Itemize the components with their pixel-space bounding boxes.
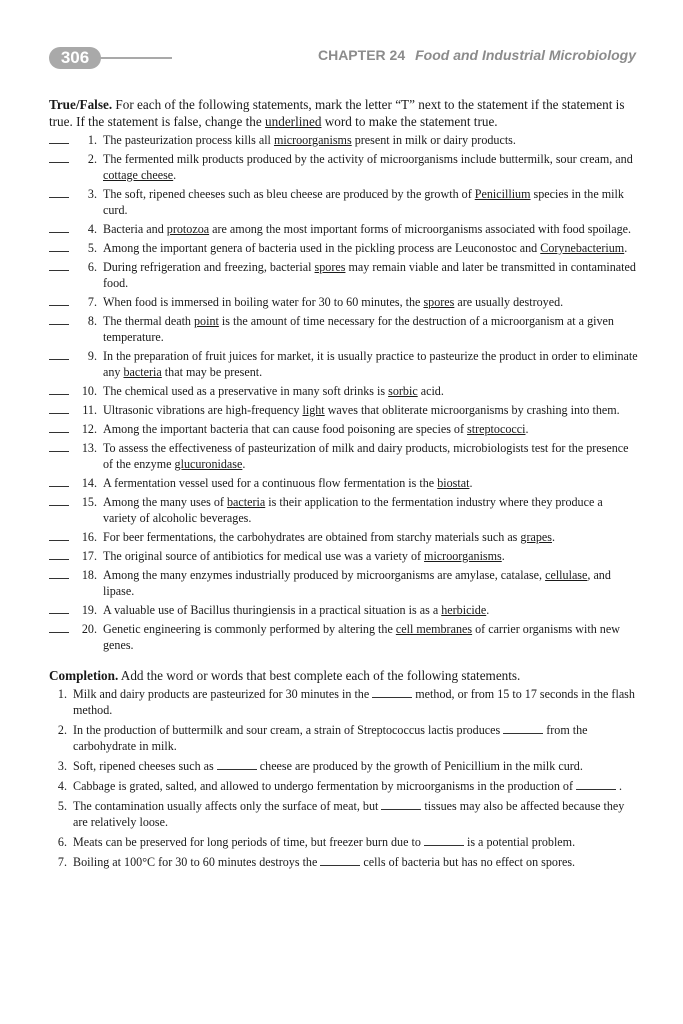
item-number: 16.	[81, 530, 97, 544]
item-text: Meats can be preserved for long periods of time, but freezer burn due to is a potential problem.	[73, 835, 576, 849]
item-text: In the preparation of fruit juices for market, it is usually practice to pasteurize the product in order to eliminate any bacteria that may be present.	[103, 349, 638, 379]
truefalse-item	[49, 240, 639, 256]
underlined-word: light	[302, 403, 325, 417]
fill-in-blank[interactable]	[381, 798, 421, 810]
item-number: 14.	[81, 476, 97, 490]
underlined-word: Corynebacterium	[540, 241, 625, 255]
chapter-label: CHAPTER 24	[317, 47, 406, 63]
item-text: Cabbage is grated, salted, and allowed to undergo fermentation by microorganisms in the production of .	[73, 779, 623, 793]
fill-in-blank[interactable]	[320, 854, 360, 866]
completion-instructions: Completion. Add the word or words that best complete each of the following statements.	[49, 668, 521, 683]
answer-blank[interactable]	[49, 475, 69, 487]
fill-in-blank[interactable]	[372, 686, 412, 698]
item-number: 11.	[82, 403, 97, 417]
item-number: 7.	[87, 295, 97, 309]
chapter-title: Food and Industrial Microbiology	[415, 47, 636, 63]
header-rule	[98, 57, 172, 59]
completion-item	[49, 686, 639, 718]
answer-blank[interactable]	[49, 221, 69, 233]
truefalse-item	[49, 151, 639, 183]
item-text: Among the many uses of bacteria is their application to the fermentation industry where they produce a variety of alcoholic beverages.	[103, 495, 603, 525]
answer-blank[interactable]	[49, 348, 69, 360]
underlined-word: microorganisms	[273, 133, 352, 147]
answer-blank[interactable]	[49, 240, 69, 252]
truefalse-item	[49, 132, 639, 148]
completion-heading: Completion.	[49, 668, 119, 683]
item-text: The original source of antibiotics for medical use was a variety of microorganisms.	[103, 549, 505, 563]
underlined-word: grapes	[520, 530, 552, 544]
item-number: 7.	[57, 855, 67, 869]
answer-blank[interactable]	[49, 259, 69, 271]
completion-item	[49, 834, 639, 850]
chapter-heading	[318, 47, 636, 63]
page-number: 306	[49, 47, 101, 69]
truefalse-item	[49, 259, 639, 291]
page-content	[49, 96, 639, 874]
item-number: 9.	[87, 349, 97, 363]
truefalse-item	[49, 383, 639, 399]
item-text: Genetic engineering is commonly performed by altering the cell membranes of carrier organisms with new genes.	[103, 622, 620, 652]
completion-item	[49, 854, 639, 870]
item-text: When food is immersed in boiling water for 30 to 60 minutes, the spores are usually destroyed.	[103, 295, 564, 309]
fill-in-blank[interactable]	[424, 834, 464, 846]
item-number: 19.	[81, 603, 97, 617]
item-text: Ultrasonic vibrations are high-frequency light waves that obliterate microorganisms by crashing into them.	[103, 403, 620, 417]
item-text: In the production of buttermilk and sour cream, a strain of Streptococcus lactis produces from the carbohydrate in milk.	[73, 723, 588, 753]
underlined-word: Penicillium	[474, 187, 531, 201]
completion-item	[49, 722, 639, 754]
truefalse-item	[49, 621, 639, 653]
item-number: 12.	[81, 422, 97, 436]
truefalse-instructions: True/False. For each of the following statements, mark the letter “T” next to the statement if the statement is true. If the statement is false, change the underlined word to make the statement true.	[49, 97, 625, 129]
truefalse-item	[49, 475, 639, 491]
item-number: 6.	[87, 260, 97, 274]
answer-blank[interactable]	[49, 132, 69, 144]
item-number: 1.	[57, 687, 67, 701]
item-text: The contamination usually affects only the surface of meat, but tissues may also be affected because they are relatively loose.	[73, 799, 625, 829]
item-number: 6.	[57, 835, 67, 849]
underlined-word: glucuronidase	[174, 457, 243, 471]
item-text: The chemical used as a preservative in many soft drinks is sorbic acid.	[103, 384, 444, 398]
underlined-word: cellulase	[545, 568, 588, 582]
answer-blank[interactable]	[49, 494, 69, 506]
answer-blank[interactable]	[49, 440, 69, 452]
fill-in-blank[interactable]	[576, 778, 616, 790]
completion-item	[49, 798, 639, 830]
truefalse-item	[49, 529, 639, 545]
underlined-word: biostat	[437, 476, 470, 490]
item-number: 2.	[57, 723, 67, 737]
answer-blank[interactable]	[49, 602, 69, 614]
item-text: The thermal death point is the amount of time necessary for the destruction of a microorganism at a given temperature.	[103, 314, 614, 344]
underlined-word: spores	[314, 260, 346, 274]
item-text: Among the many enzymes industrially produced by microorganisms are amylase, catalase, cellulase, and lipase.	[103, 568, 611, 598]
underlined-word: bacteria	[123, 365, 162, 379]
truefalse-item	[49, 313, 639, 345]
underlined-word: point	[194, 314, 219, 328]
underlined-word: bacteria	[226, 495, 266, 509]
underlined-word: spores	[423, 295, 455, 309]
item-number: 20.	[81, 622, 97, 636]
item-number: 17.	[81, 549, 97, 563]
truefalse-item	[49, 186, 639, 218]
item-number: 1.	[87, 133, 97, 147]
item-number: 18.	[81, 568, 97, 582]
item-text: The fermented milk products produced by the activity of microorganisms include buttermilk, sour cream, and cottage cheese.	[103, 152, 633, 182]
item-text: The pasteurization process kills all microorganisms present in milk or dairy products.	[103, 133, 516, 147]
underlined-word: sorbic	[388, 384, 418, 398]
truefalse-item	[49, 567, 639, 599]
item-text: A fermentation vessel used for a continuous flow fermentation is the biostat.	[103, 476, 473, 490]
answer-blank[interactable]	[49, 402, 69, 414]
answer-blank[interactable]	[49, 529, 69, 541]
fill-in-blank[interactable]	[217, 758, 257, 770]
item-number: 4.	[57, 779, 67, 793]
underlined-word: microorganisms	[424, 549, 502, 563]
truefalse-item	[49, 440, 639, 472]
item-text: The soft, ripened cheeses such as bleu cheese are produced by the growth of Penicillium species in the milk curd.	[103, 187, 624, 217]
answer-blank[interactable]	[49, 421, 69, 433]
truefalse-item	[49, 221, 639, 237]
underlined-word: cottage cheese	[103, 168, 174, 182]
truefalse-item	[49, 548, 639, 564]
item-text: During refrigeration and freezing, bacterial spores may remain viable and later be transmitted in contaminated food.	[103, 260, 636, 290]
item-number: 13.	[81, 441, 97, 455]
item-number: 5.	[87, 241, 97, 255]
truefalse-heading: True/False.	[49, 97, 113, 112]
answer-blank[interactable]	[49, 567, 69, 579]
item-text: Bacteria and protozoa are among the most important forms of microorganisms associated with food spoilage.	[103, 222, 632, 236]
answer-blank[interactable]	[49, 383, 69, 395]
completion-list	[49, 686, 639, 870]
answer-blank[interactable]	[49, 548, 69, 560]
item-number: 2.	[87, 152, 97, 166]
answer-blank[interactable]	[49, 621, 69, 633]
item-text: Milk and dairy products are pasteurized for 30 minutes in the method, or from 15 to 17 seconds in the flash method.	[73, 687, 635, 717]
item-text: Soft, ripened cheeses such as cheese are produced by the growth of Penicillium in the milk curd.	[73, 759, 583, 773]
item-number: 4.	[87, 222, 97, 236]
underlined-word: herbicide	[441, 603, 487, 617]
item-number: 8.	[87, 314, 97, 328]
truefalse-item	[49, 294, 639, 310]
truefalse-item	[49, 421, 639, 437]
item-text: Boiling at 100°C for 30 to 60 minutes destroys the cells of bacteria but has no effect on spores.	[73, 855, 576, 869]
page-header	[0, 0, 683, 70]
item-number: 15.	[81, 495, 97, 509]
fill-in-blank[interactable]	[503, 722, 543, 734]
truefalse-item	[49, 494, 639, 526]
underlined-word: streptococci	[467, 422, 526, 436]
item-text: Among the important genera of bacteria used in the pickling process are Leuconostoc and Corynebacterium.	[103, 241, 628, 255]
truefalse-item	[49, 402, 639, 418]
completion-item	[49, 778, 639, 794]
answer-blank[interactable]	[49, 151, 69, 163]
completion-section	[49, 667, 639, 870]
completion-item	[49, 758, 639, 774]
truefalse-item	[49, 348, 639, 380]
underlined-word: cell membranes	[395, 622, 473, 636]
underlined-word: protozoa	[166, 222, 210, 236]
item-number: 3.	[87, 187, 97, 201]
truefalse-item	[49, 602, 639, 618]
answer-blank[interactable]	[49, 313, 69, 325]
item-number: 5.	[57, 799, 67, 813]
item-text: A valuable use of Bacillus thuringiensis in a practical situation is as a herbicide.	[103, 603, 490, 617]
item-text: For beer fermentations, the carbohydrates are obtained from starchy materials such as grapes.	[103, 530, 556, 544]
item-number: 3.	[57, 759, 67, 773]
answer-blank[interactable]	[49, 294, 69, 306]
item-text: To assess the effectiveness of pasteurization of milk and dairy products, microbiologists test for the presence of the enzyme glucuronidase.	[103, 441, 629, 471]
item-number: 10.	[81, 384, 97, 398]
answer-blank[interactable]	[49, 186, 69, 198]
truefalse-list	[49, 132, 639, 653]
item-text: Among the important bacteria that can cause food poisoning are species of streptococci.	[103, 422, 529, 436]
